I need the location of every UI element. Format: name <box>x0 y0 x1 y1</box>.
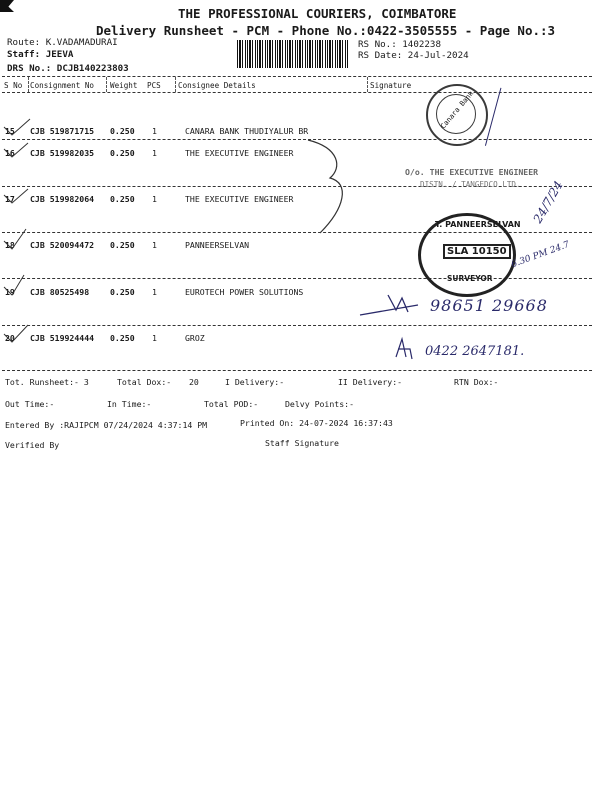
row-pcs: 1 <box>152 148 157 158</box>
col-header-consignment: Consignment No <box>30 81 95 90</box>
rtn-dox: RTN Dox:- <box>454 377 499 387</box>
drs-number: DRS No.: DCJB140223803 <box>7 63 129 74</box>
col-divider <box>28 77 29 92</box>
corner-mark <box>0 0 14 12</box>
signature-20 <box>392 335 422 365</box>
row-consignee: EUROTECH POWER SOLUTIONS <box>185 287 304 297</box>
rs-date: RS Date: 24-Jul-2024 <box>358 50 469 61</box>
total-dox: Total Dox:- <box>117 377 172 387</box>
row-sno: 19 <box>5 287 15 297</box>
table-top-border <box>2 76 592 77</box>
row-consignment: CJB 519982035 <box>30 148 95 158</box>
phone-handwriting-20: 0422 2647181. <box>425 344 525 359</box>
executive-stamp: O/o. THE EXECUTIVE ENGINEER <box>405 167 539 177</box>
row-sno: 16 <box>5 148 15 158</box>
row-sno: 17 <box>5 194 15 204</box>
canara-signature <box>485 88 540 157</box>
i-delivery: I Delivery:- <box>225 377 285 387</box>
row-consignee: THE EXECUTIVE ENGINEER <box>185 148 294 158</box>
col-divider <box>367 77 368 92</box>
row-weight: 0.250 <box>110 333 135 343</box>
verified-by: Verified By <box>5 440 60 450</box>
col-header-pcs: PCS <box>147 81 161 90</box>
col-divider <box>106 77 107 92</box>
row-consignment: CJB 519871715 <box>30 126 95 136</box>
runsheet-subtitle: Delivery Runsheet - PCM - Phone No.:0422-3505555 - Page No.:3 <box>96 23 556 38</box>
row-consignee: PANNEERSELVAN <box>185 240 250 250</box>
executive-stamp-line2: DISTN. / TANGEDCO LTD. <box>420 180 521 189</box>
row-weight: 0.250 <box>110 148 135 158</box>
ii-delivery: II Delivery:- <box>338 377 403 387</box>
row-consignment: CJB 520094472 <box>30 240 95 250</box>
row-pcs: 1 <box>152 126 157 136</box>
in-time: In Time:- <box>107 399 152 409</box>
col-divider <box>175 77 176 92</box>
row-divider <box>2 325 592 326</box>
tick-marks <box>0 115 40 350</box>
row-weight: 0.250 <box>110 240 135 250</box>
row-consignee: GROZ <box>185 333 205 343</box>
rs-number: RS No.: 1402238 <box>358 39 441 50</box>
col-header-consignee: Consignee Details <box>178 81 256 90</box>
row-pcs: 1 <box>152 333 157 343</box>
row-weight: 0.250 <box>110 194 135 204</box>
printed-on: Printed On: 24-07-2024 16:37:43 <box>240 418 393 428</box>
panneerselvan-stamp: T. PANNEERSELVAN SLA 10150 SURVEYOR <box>418 213 516 297</box>
signature-19 <box>358 290 428 320</box>
delvy-points: Delvy Points:- <box>285 399 355 409</box>
staff-label: Staff: JEEVA <box>7 49 74 60</box>
canara-bank-stamp: Canara Bank <box>426 84 488 146</box>
row-sno: 15 <box>5 126 15 136</box>
row-consignment: CJB 519982064 <box>30 194 95 204</box>
row-consignment: CJB 80525498 <box>30 287 90 297</box>
out-time: Out Time:- <box>5 399 55 409</box>
time-handwriting: 6.30 PM 24.7 <box>510 239 571 271</box>
barcode <box>237 40 349 68</box>
staff-signature: Staff Signature <box>265 438 339 448</box>
row-consignee: CANARA BANK THUDIYALUR BR <box>185 126 309 136</box>
phone-handwriting-19: 98651 29668 <box>430 296 548 315</box>
total-pod: Total POD:- <box>204 399 259 409</box>
row-pcs: 1 <box>152 240 157 250</box>
col-header-signature: Signature <box>370 81 412 90</box>
row-consignee: THE EXECUTIVE ENGINEER <box>185 194 294 204</box>
col-header-sno: S No <box>4 81 23 90</box>
row-pcs: 1 <box>152 287 157 297</box>
row-weight: 0.250 <box>110 287 135 297</box>
tot-runsheet: Tot. Runsheet:- 3 <box>5 377 89 387</box>
col-header-weight: Weight <box>110 81 138 90</box>
date-handwriting: 24/7/24 <box>530 178 566 226</box>
company-title: THE PROFESSIONAL COURIERS, COIMBATORE <box>178 6 457 21</box>
route-label: Route: K.VADAMADURAI <box>7 37 118 48</box>
row-weight: 0.250 <box>110 126 135 136</box>
row-sno: 20 <box>5 333 15 343</box>
entered-by: Entered By :RAJIPCM 07/24/2024 4:37:14 PM <box>5 420 208 430</box>
table-bottom-border <box>2 370 592 371</box>
row-consignment: CJB 519924444 <box>30 333 95 343</box>
row-pcs: 1 <box>152 194 157 204</box>
brace-mark <box>300 138 360 238</box>
total-dox-value: 20 <box>189 377 199 387</box>
row-sno: 18 <box>5 240 15 250</box>
